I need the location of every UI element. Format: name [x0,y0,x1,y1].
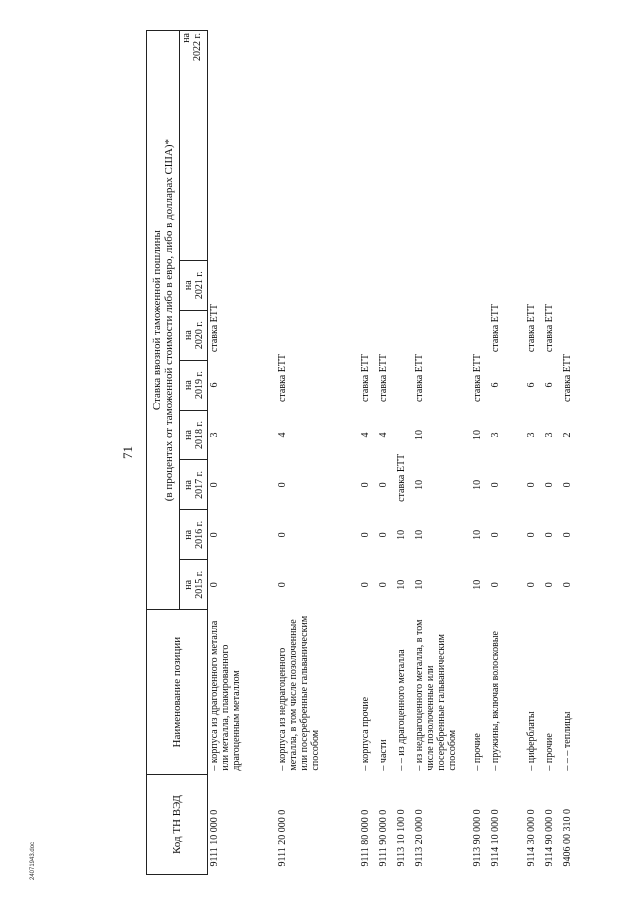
rate-cell: 0 [276,482,288,488]
row-code: 9114 30 000 0 [525,809,537,867]
table-row [377,31,395,875]
rate-cell: 6 [543,382,555,388]
rate-cell: 0 [543,582,555,588]
row-code: 9114 10 000 0 [489,809,501,867]
row-code: 9114 90 000 0 [543,809,555,867]
row-code: 9113 20 000 0 [413,809,425,867]
year-header: на 2016 г. [180,510,208,560]
year-header: на 2019 г. [180,360,208,410]
rate-cell: 0 [525,482,537,488]
rate-cell: 10 [471,479,483,490]
rate-cell: 10 [413,479,425,490]
rate-cell: 0 [543,482,555,488]
rate-cell: 0 [543,532,555,538]
year-header: на 2018 г. [180,410,208,460]
row-name: – – из драгоценного металла [395,649,407,771]
rate-cell: 3 [525,432,537,438]
document-id: 24071943.doc [30,841,36,880]
rate-cell: 10 [471,529,483,540]
row-name: – корпуса прочие [359,696,371,771]
rate-cell: ставка ЕТТ [395,453,407,502]
rate-cell: 3 [209,432,220,438]
year-header: на 2022 г. [180,31,208,261]
rate-cell: 0 [489,532,501,538]
row-code: 9113 90 000 0 [471,809,483,867]
rate-cell: ставка ЕТТ [359,353,371,403]
rate-cell: 0 [276,582,288,588]
rate-cell: 0 [209,482,220,488]
rate-cell: 10 [395,579,407,590]
rate-cell: 4 [276,432,288,438]
row-code: 9111 20 000 0 [276,809,288,867]
col-header-name: Наименование позиции [147,610,208,775]
row-code: 9111 10 000 0 [209,809,220,867]
row-name: – корпуса из недрагоценного металла, в том числе позолоченные или посеребренные гальваническим способом [276,615,321,771]
rate-cell: 10 [413,579,425,590]
row-name: – корпуса из драгоценного металла или металла, плакированного драгоценным металлом [209,620,242,771]
rate-cell: 0 [276,532,288,538]
rate-cell: 0 [489,582,501,588]
rate-cell: ставка ЕТТ [489,304,501,353]
col-header-rate-group [147,31,180,610]
rate-cell: 0 [359,482,371,488]
rate-cell: ставка ЕТТ [413,353,425,403]
table-row [543,31,561,875]
rate-cell: 0 [377,482,389,488]
table-row [471,31,489,875]
row-code: 9111 80 000 0 [359,809,371,867]
rate-cell: 0 [377,532,389,538]
rate-cell: 0 [561,482,573,488]
document-sheet [110,30,595,875]
rate-cell: 10 [471,429,483,440]
row-name: – – – теплицы [561,711,573,771]
rate-cell: 0 [489,482,501,488]
rate-cell: 0 [209,582,220,588]
rate-cell: 6 [525,382,537,388]
year-header: на 2017 г. [180,460,208,510]
rate-cell: 10 [471,579,483,590]
rate-cell: ставка ЕТТ [471,353,483,403]
table-row [395,31,413,875]
rate-cell: 6 [489,382,501,388]
rate-cell: 10 [413,529,425,540]
rate-cell: ставка ЕТТ [209,304,220,353]
page-number: 71 [120,446,135,459]
rate-cell: 6 [209,382,220,388]
table-row [276,31,359,875]
rate-cell: 0 [359,582,371,588]
row-name: – пружины, включая волосковые [489,631,501,771]
rate-cell: 3 [543,432,555,438]
table-row [489,31,525,875]
rate-cell: 4 [359,432,371,438]
rate-cell: 10 [413,429,425,440]
table-row [525,31,543,875]
year-header: на 2021 г. [180,260,208,310]
rate-cell: 0 [209,532,220,538]
row-name: – из недрагоценного металла, в том числе позолоченные или посеребренные гальваническим способом [413,619,458,771]
row-name: – прочие [543,733,555,771]
table-row [413,31,471,875]
row-code: 9111 90 000 0 [377,809,389,867]
rate-cell: 0 [359,532,371,538]
rate-cell: 3 [489,432,501,438]
row-code: 9113 10 100 0 [395,809,407,867]
table-row [561,31,579,875]
rate-cell: ставка ЕТТ [377,353,389,403]
rate-cell: ставка ЕТТ [561,353,573,403]
rate-cell: 0 [525,582,537,588]
rate-cell: 0 [561,532,573,538]
rate-title-line2: (в процентах от таможенной стоимости либо в евро, либо в долларах США)* [163,139,175,502]
rate-title-line1: Ставка ввозной таможенной пошлины [151,230,163,411]
col-header-code: Код ТН ВЭД [147,775,208,875]
rate-cell: 2 [561,432,573,438]
rate-cell: 10 [395,529,407,540]
rate-cell: ставка ЕТТ [276,353,288,403]
year-header: на 2020 г. [180,310,208,360]
row-code: 9406 00 310 0 [561,809,573,867]
rate-cell: ставка ЕТТ [525,304,537,353]
rate-cell: 0 [525,532,537,538]
rate-cell: 0 [561,582,573,588]
rate-cell: ставка ЕТТ [543,304,555,353]
table-row [359,31,377,875]
row-name: – части [377,739,389,771]
rate-cell: 4 [377,432,389,438]
rate-cell: 0 [377,582,389,588]
year-header: на 2015 г. [180,560,208,610]
row-name: – прочие [471,733,483,771]
row-name: – циферблаты [525,711,537,771]
table-row [208,31,276,875]
tariff-table [146,30,579,875]
